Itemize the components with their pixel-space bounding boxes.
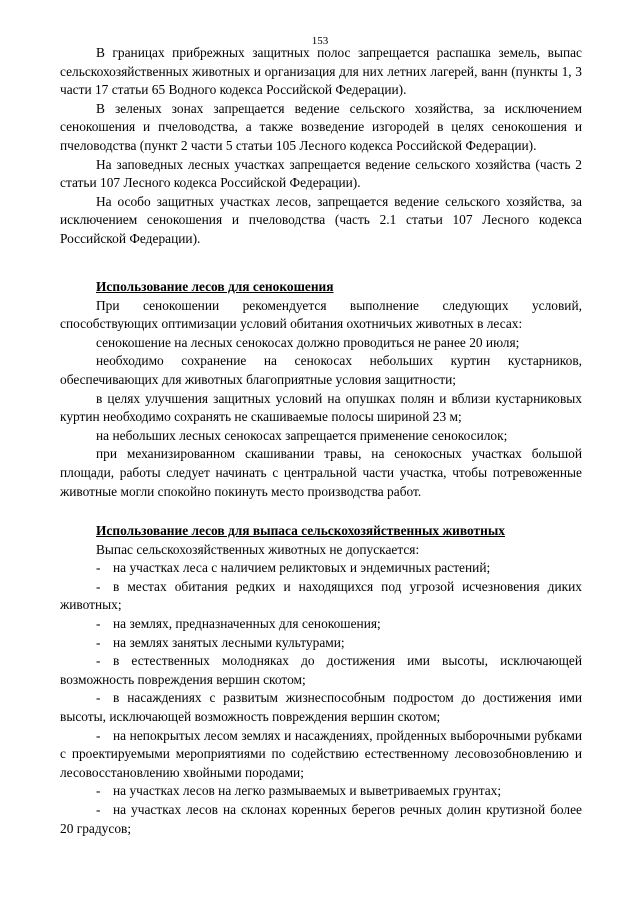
list-item	[60, 652, 582, 689]
list-item	[60, 578, 582, 615]
paragraph: При сенокошении рекомендуется выполнение следующих условий, способствующих оптимизации условий обитания охотничьих животных в лесах:	[60, 297, 582, 332]
dash-marker: -	[96, 690, 101, 706]
dash-marker: -	[96, 801, 101, 817]
list-item	[60, 782, 582, 801]
dash-marker: -	[96, 560, 101, 576]
paragraph: Выпас сельскохозяйственных животных не допускается:	[96, 541, 420, 557]
section-haymaking	[60, 278, 582, 501]
paragraph: В зеленых зонах запрещается ведение сельского хозяйства, за исключением сенокошения и пчеловодства, а также возведение изгородей в целях сенокошения и пчеловодства (пункт 2 части 5 статьи 105 Лесного кодекса Российской Федерации).	[60, 100, 582, 153]
list-item	[60, 559, 582, 578]
paragraph: На заповедных лесных участках запрещается ведение сельского хозяйства (часть 2 статьи 107 Лесного кодекса Российской Федерации).	[60, 156, 582, 191]
list-item	[60, 689, 582, 726]
list-item	[60, 727, 582, 783]
list-item-text: в местах обитания редких и находящихся под угрозой исчезновения диких животных;	[60, 578, 582, 613]
list-item	[60, 801, 582, 838]
dash-marker: -	[96, 578, 101, 594]
section-heading: Использование лесов для выпаса сельскохозяйственных животных	[96, 523, 505, 538]
list-item-text: на землях, предназначенных для сенокошения;	[113, 615, 381, 631]
dash-marker: -	[96, 783, 101, 799]
section-heading: Использование лесов для сенокошения	[96, 279, 334, 294]
dash-marker: -	[96, 615, 101, 631]
list-item-text: на участках лесов на склонах коренных берегов речных долин крутизной более 20 градусов;	[60, 801, 582, 836]
dash-marker: -	[96, 653, 101, 669]
paragraph: при механизированном скашивании травы, на сенокосных участках большой площади, работы следует начинать с центральной части участка, чтобы потревоженные животные могли спокойно покинуть место производства работ.	[60, 446, 582, 499]
page-number: 153	[311, 35, 329, 47]
paragraph: На особо защитных участках лесов, запрещается ведение сельского хозяйства, за исключением сенокошения и пчеловодства (часть 2.1 статьи 107 Лесного кодекса Российской Федерации).	[60, 193, 582, 246]
list-item-text: на непокрытых лесом землях и насаждениях, пройденных выборочными рубками с проектируемыми мероприятиями по содействию естественному лесовозобновлению и лесовосстановлению хвойными породами;	[60, 727, 582, 780]
paragraph: на небольших лесных сенокосах запрещается применение сенокосилок;	[96, 427, 508, 443]
section-restrictions	[60, 44, 582, 249]
list-item-text: на землях занятых лесными культурами;	[113, 634, 345, 650]
paragraph: в целях улучшения защитных условий на опушках полян и вблизи кустарниковых куртин необходимо сохранять не скашиваемые полосы шириной 23 м;	[60, 390, 582, 425]
list-item	[60, 615, 582, 634]
list-item-text: на участках лесов на легко размываемых и выветриваемых грунтах;	[113, 783, 502, 799]
paragraph: необходимо сохранение на сенокосах небольших куртин кустарников, обеспечивающих для животных благоприятные условия защитности;	[60, 353, 582, 387]
list-item-text: на участках леса с наличием реликтовых и эндемичных растений;	[113, 560, 491, 576]
list-item-text: в насаждениях с развитым жизнеспособным подростом до достижения ими высоты, исключающей возможность повреждения вершин скотом;	[60, 690, 582, 724]
dash-marker: -	[96, 634, 101, 650]
paragraph: сенокошение на лесных сенокосах должно проводиться не ранее 20 июля;	[96, 334, 520, 350]
list-item-text: в естественных молодняках до достижения ими высоты, исключающей возможность повреждения вершин скотом;	[60, 653, 582, 687]
list-item	[60, 634, 582, 653]
dash-marker: -	[96, 727, 101, 743]
paragraph: В границах прибрежных защитных полос запрещается распашка земель, выпас сельскохозяйственных животных и организация для них летних лагерей, ванн (пункты 1, 3 части 17 статьи 65 Водного кодекса Российской Федерации).	[60, 45, 582, 98]
section-grazing	[60, 522, 582, 838]
